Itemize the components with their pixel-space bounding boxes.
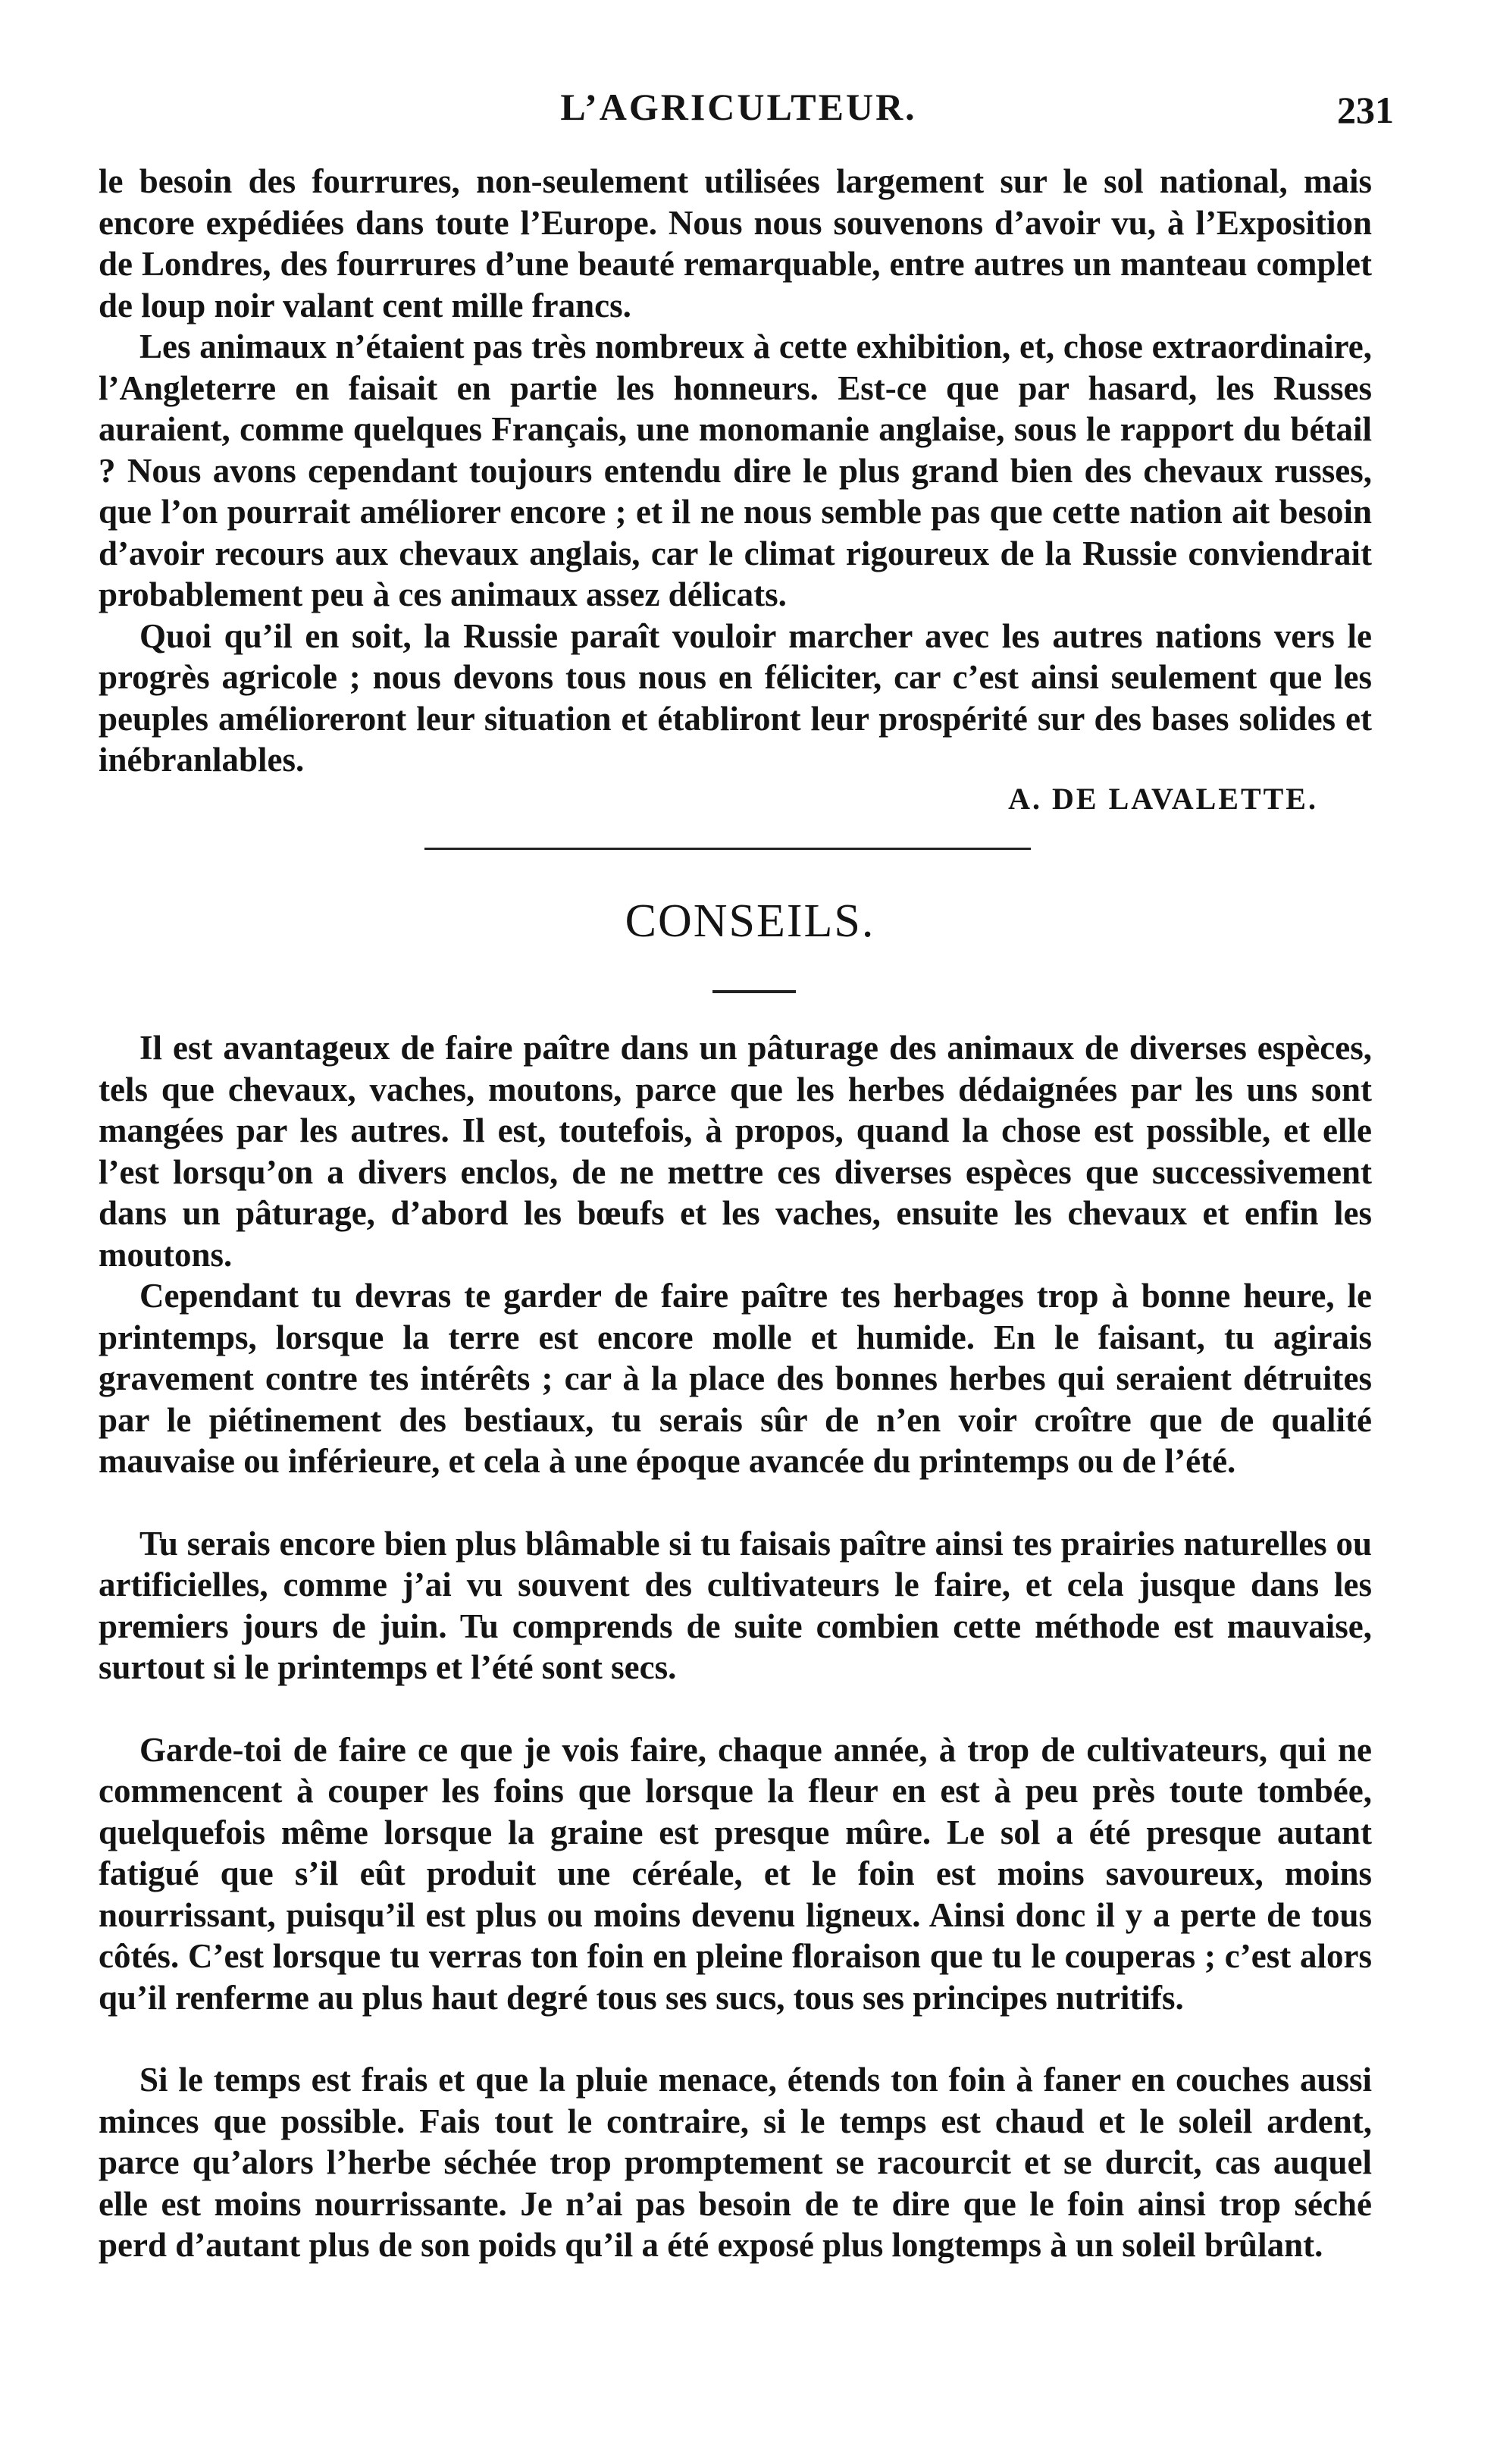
running-head [99,85,1394,138]
section-body [99,1027,1372,2266]
title-underline [712,990,796,993]
paragraph: Si le temps est frais et que la pluie menace, étends ton foin à faner en couches aussi minces que possible. Fais tout le contraire, si le temps est chaud et le soleil ardent, parce qu’alors l’herbe séchée trop promptement se racourcit et se durcit, cas auquel elle est moins nourrissante. Je n’ai pas besoin de te dire que le foin ainsi trop séché perd d’autant plus de son poids qu’il a été exposé plus longtemps à un soleil brûlant. [99,2061,1372,2264]
paragraph: Cependant tu devras te garder de faire paître tes herbages trop à bonne heure, le printemps, lorsque la terre est encore molle et humide. En le faisant, tu agirais gravement contre tes intérêts ; car à la place des bonnes herbes qui seraient détruites par le piétinement des bestiaux, tu serais sûr de n’en voir croître que de qualité mauvaise ou inférieure, et cela à une époque avancée du printemps ou de l’été. [99,1277,1372,1480]
page-number: 231 [1337,89,1394,131]
paragraph: Garde-toi de faire ce que je vois faire, chaque année, à trop de cultivateurs, qui ne commencent à couper les foins que lorsque la fleur en est à peu près toute tombée, quelquefois même lorsque la graine est presque mûre. Le sol a été presque autant fatigué que s’il eût produit une céréale, et le foin est moins savoureux, moins nourrissant, puisqu’il est plus ou moins devenu ligneux. Ainsi donc il y a perte de tous côtés. C’est lorsque tu verras ton foin en pleine floraison que tu le couperas ; c’est alors qu’il renferme au plus haut degré tous ses sucs, tous ses principes nutritifs. [99,1730,1372,2017]
section-title: CONSEILS. [625,895,875,947]
paragraph: Il est avantageux de faire paître dans un pâturage des animaux de diverses espèces, tels que chevaux, vaches, moutons, parce que les herbes dédaignées par les uns sont mangées par les autres. Il est, toutefois, à propos, quand la chose est possible, et elle l’est lorsqu’on a divers enclos, de ne mettre ces diverses espèces que successivement dans un pâturage, d’abord les bœufs et les vaches, ensuite les chevaux et enfin les moutons. [99,1029,1372,1274]
paragraph: Quoi qu’il en soit, la Russie paraît vouloir marcher avec les autres nations vers le progrès agricole ; nous devons tous nous en féliciter, car c’est ainsi seulement que les peuples amélioreront leur situation et établiront leur prospérité sur des bases solides et inébranlables. [99,616,1372,779]
section-divider [424,848,1031,850]
paragraph: Les animaux n’étaient pas très nombreux à cette exhibition, et, chose extraordinaire, l’Angleterre en faisait en partie les honneurs. Est-ce que par hasard, les Russes auraient, comme quelques Français, une monomanie anglaise, sous le rapport du bétail ? Nous avons cependant toujours entendu dire le plus grand bien des chevaux russes, que l’on pourrait améliorer encore ; et il ne nous semble pas que cette nation ait besoin d’avoir recours aux chevaux anglais, car le climat rigoureux de la Russie conviendrait probablement peu à ces animaux assez délicats. [99,328,1372,613]
paragraph: Tu serais encore bien plus blâmable si tu faisais paître ainsi tes prairies naturelles ou artificielles, comme j’ai vu souvent des cultivateurs le faire, et cela jusque dans les premiers jours de juin. Tu comprends de suite combien cette méthode est mauvaise, surtout si le printemps et l’été sont secs. [99,1524,1372,1686]
paragraph-continued: le besoin des fourrures, non-seulement utilisées largement sur le sol national, mais encore expédiées dans toute l’Europe. Nous nous souvenons d’avoir vu, à l’Exposition de Londres, des fourrures d’une beauté remarquable, entre autres un manteau complet de loup noir valant cent mille francs. [99,162,1372,324]
article-ending [99,161,1372,781]
running-title: L’AGRICULTEUR. [560,86,917,128]
author-signature: A. DE LAVALETTE. [1008,782,1318,816]
